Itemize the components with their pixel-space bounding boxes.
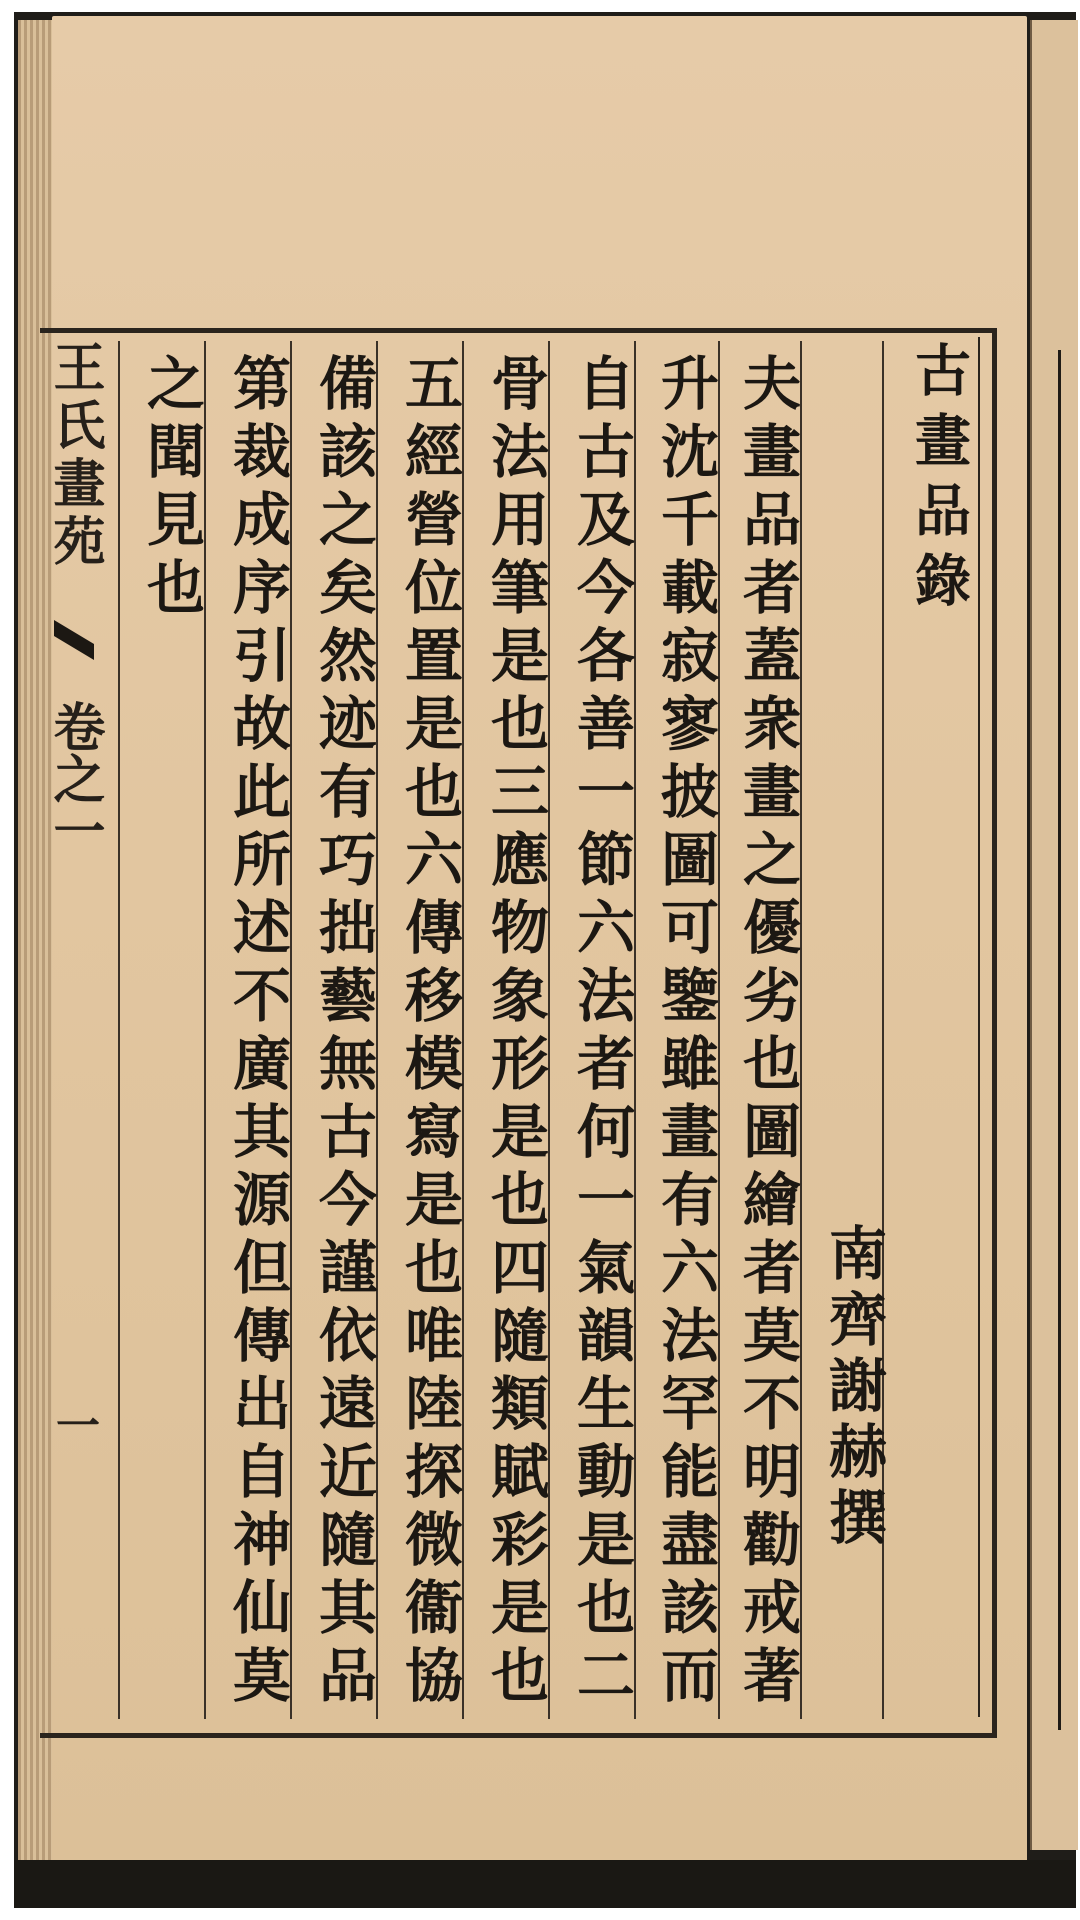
margin-section: 卷之一	[44, 700, 105, 856]
margin-book-title: 王氏畫苑	[44, 340, 105, 572]
column-rule	[118, 341, 120, 1719]
text-column-7: 第裁成序引故此所述不廣其源但傳出自神仙莫	[223, 353, 291, 1713]
text-column-8: 之聞見也	[137, 353, 205, 625]
text-column-4: 骨法用筆是也三應物象形是也四隨類賦彩是也	[481, 353, 549, 1713]
text-column-1: 夫畫品者蓋衆畫之優劣也圖繪者莫不明勸戒著	[733, 353, 801, 1713]
text-column-3: 自古及今各善一節六法者何一氣韻生動是也二	[567, 353, 635, 1713]
margin-page-number: 一	[56, 1401, 100, 1452]
bottom-shadow	[14, 1860, 1076, 1908]
document-author: 南齊謝赫撰	[819, 1223, 887, 1553]
text-column-6: 備該之矣然迹有巧拙藝無古今謹依遠近隨其品	[309, 353, 377, 1713]
document-title: 古畫品錄	[906, 341, 972, 621]
text-column-5: 五經營位置是也六傳移模寫是也唯陸探微衞協	[395, 353, 463, 1713]
text-column-2: 升沈千載寂寥披圖可鑒雖畫有六法罕能盡該而	[651, 353, 719, 1713]
facing-page-edge	[1030, 20, 1078, 1850]
text-block	[40, 328, 997, 1738]
